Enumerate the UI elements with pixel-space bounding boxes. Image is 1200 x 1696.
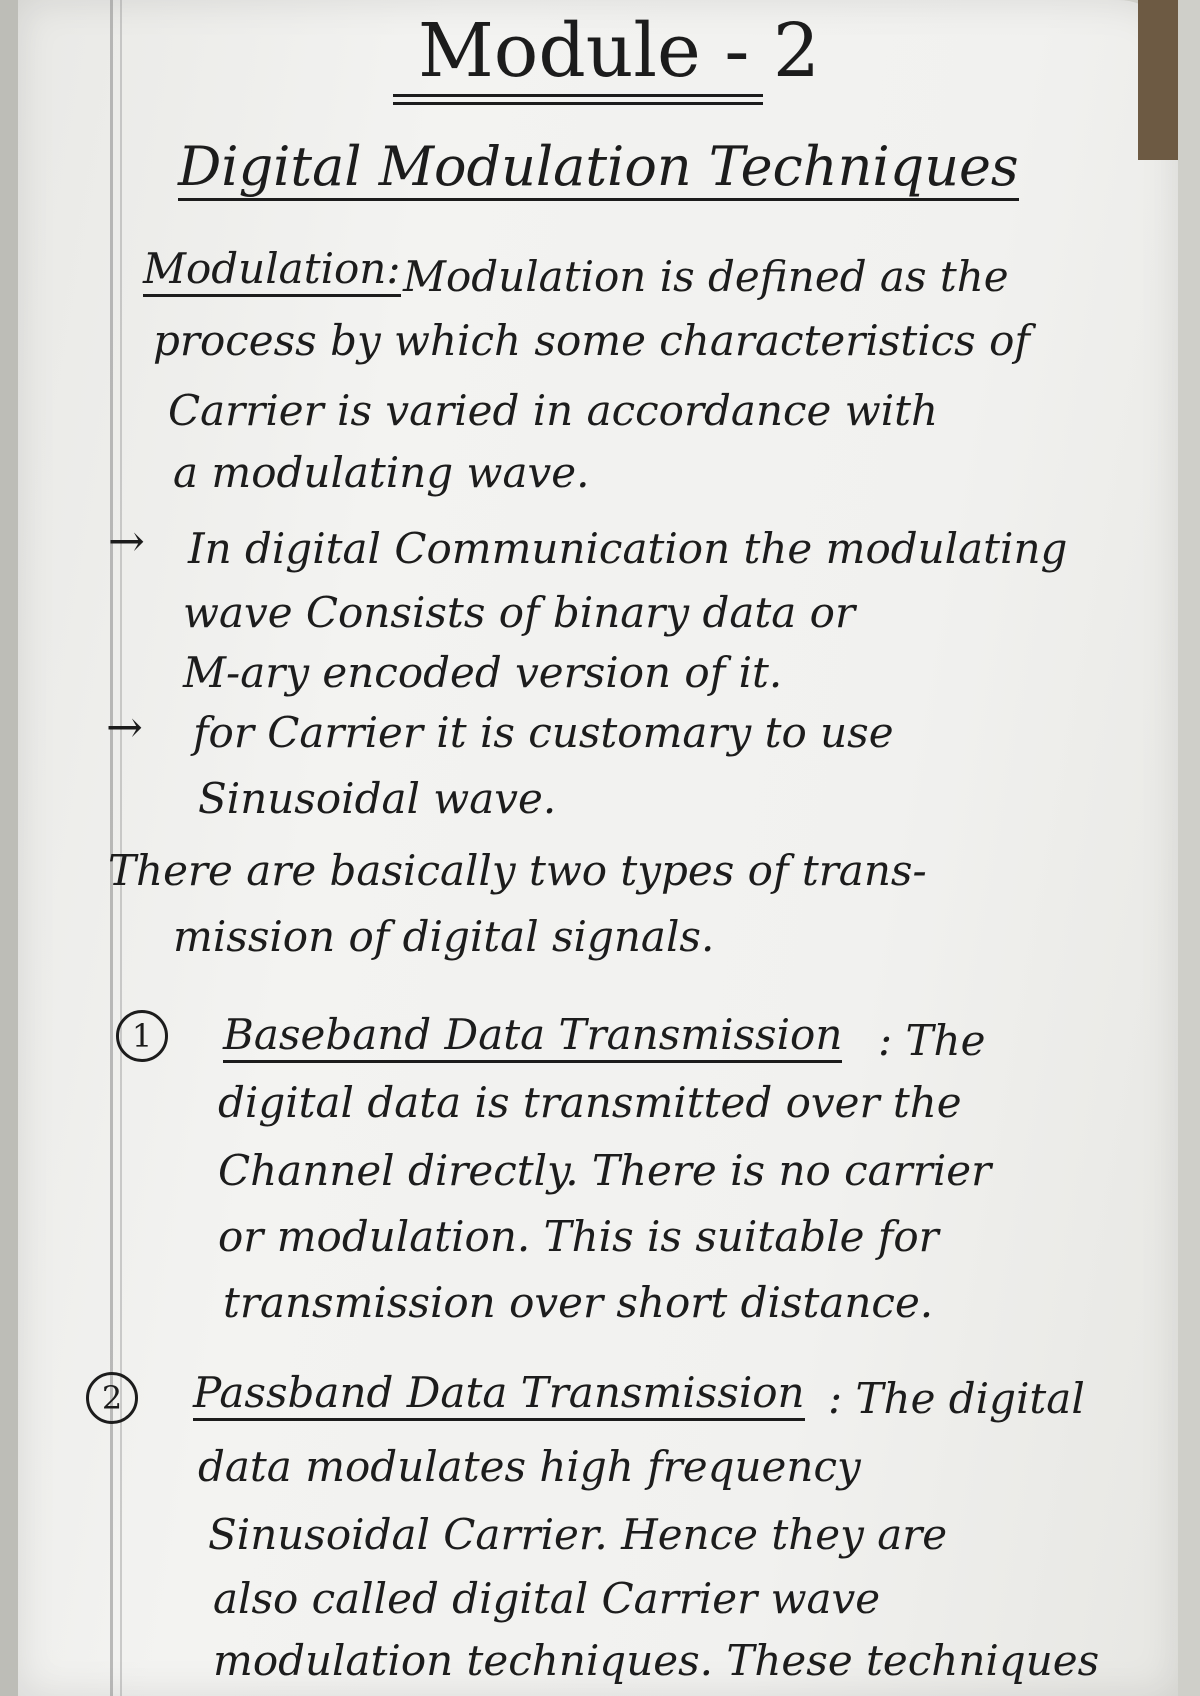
list-number: 1 <box>116 1010 168 1062</box>
type-line: modulation techniques. These techniques <box>213 1636 1100 1685</box>
type-title: Passband Data Transmission <box>193 1372 805 1421</box>
section-heading: Digital Modulation Techniques <box>178 140 1019 201</box>
point-line: wave Consists of binary data or <box>183 588 856 637</box>
type-line: Sinusoidal Carrier. Hence they are <box>208 1510 948 1559</box>
definition-term: Modulation: <box>143 248 401 297</box>
title-underline <box>393 94 763 97</box>
point-line: In digital Communication the modulating <box>188 524 1068 573</box>
type-line: digital data is transmitted over the <box>218 1078 962 1127</box>
page-corner <box>1138 0 1178 160</box>
point-line: for Carrier it is customary to use <box>193 708 894 757</box>
type-line: or modulation. This is suitable for <box>218 1212 939 1261</box>
arrow-bullet: → <box>108 516 145 567</box>
type-title: Baseband Data Transmission <box>223 1014 842 1063</box>
type-line: also called digital Carrier wave <box>213 1574 881 1623</box>
title-underline <box>393 102 763 105</box>
notebook-page <box>18 0 1178 1696</box>
notebook-binding <box>0 0 18 1696</box>
type-line: : The digital <box>828 1374 1085 1423</box>
definition-line: process by which some characteristics of <box>153 316 1030 365</box>
list-number: 2 <box>86 1372 138 1424</box>
point-line: M-ary encoded version of it. <box>183 648 783 697</box>
definition-line: Modulation is defined as the <box>403 252 1009 301</box>
type-line: Channel directly. There is no carrier <box>218 1146 992 1195</box>
type-line: transmission over short distance. <box>223 1278 934 1327</box>
point-line: Sinusoidal wave. <box>198 774 557 823</box>
arrow-bullet: → <box>106 702 143 753</box>
definition-line: a modulating wave. <box>173 448 590 497</box>
type-line: : The <box>878 1016 986 1065</box>
definition-line: Carrier is varied in accordance with <box>168 386 939 435</box>
type-line: data modulates high frequency <box>198 1442 861 1491</box>
intro-line: mission of digital signals. <box>173 912 715 961</box>
page-title: Module - 2 <box>418 8 820 94</box>
intro-line: There are basically two types of trans- <box>108 846 927 895</box>
